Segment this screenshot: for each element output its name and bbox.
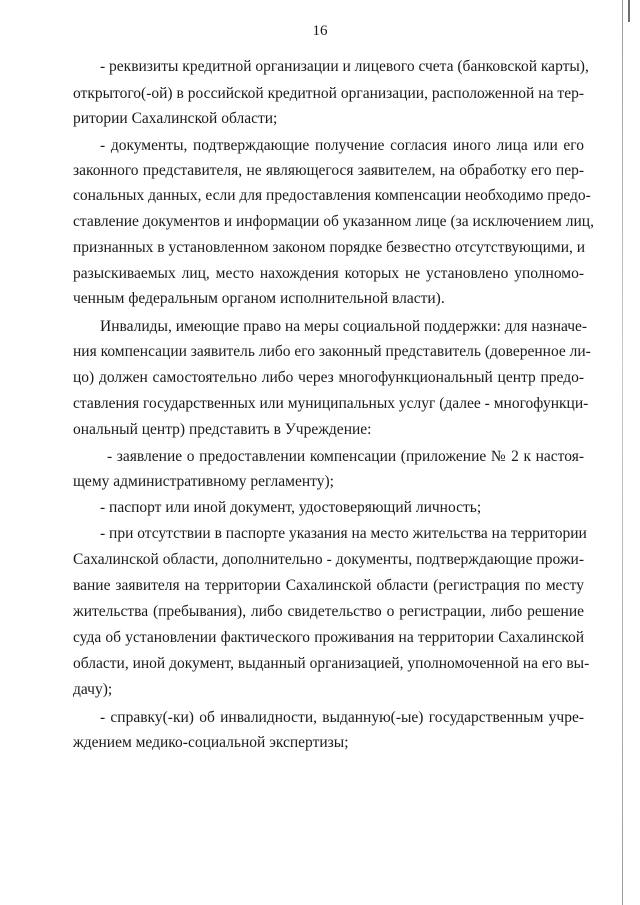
- text-line: жительства (пребывания), либо свидетельство о регистрации, либо решение: [73, 603, 584, 620]
- text-line: ния компенсации заявитель либо его законный представитель (доверенное ли-: [73, 343, 591, 360]
- text-line: ставления государственных или муниципальных услуг (далее - многофункци-: [73, 395, 589, 412]
- text-line: ченным федеральным органом исполнительной власти).: [73, 290, 445, 307]
- text-line: Инвалиды, имеющие право на меры социальной поддержки: для назначе-: [100, 318, 588, 335]
- text-line: признанных в установленном законом порядке безвестно отсутствующими, и: [73, 239, 586, 256]
- text-line: - заявление о предоставлении компенсации (приложение № 2 к настоя-: [107, 448, 584, 465]
- text-line: разыскиваемых лиц, место нахождения которых не установлено уполномо-: [73, 265, 584, 282]
- text-line: области, иной документ, выданный организацией, уполномоченной на его вы-: [73, 655, 590, 672]
- text-line: цо) должен самостоятельно либо через многофункциональный центр предо-: [73, 369, 584, 386]
- scan-edge-mark: [628, 0, 630, 22]
- text-line: законного представителя, не являющегося заявителем, на обработку его пер-: [73, 162, 584, 179]
- scan-margin-line: [622, 0, 623, 905]
- text-line: сональных данных, если для предоставления компенсации необходимо предо-: [73, 187, 591, 204]
- text-line: ональный центр) представить в Учреждение:: [73, 421, 372, 438]
- text-line: - паспорт или иной документ, удостоверяющий личность;: [100, 499, 482, 516]
- text-line: ставление документов и информации об указанном лице (за исключением лиц,: [73, 213, 594, 230]
- text-line: Сахалинской области, дополнительно - документы, подтверждающие прожи-: [73, 551, 584, 568]
- text-line: - документы, подтверждающие получение согласия иного лица или его: [100, 137, 584, 154]
- text-line: щему административному регламенту);: [73, 473, 334, 490]
- text-line: открытого(-ой) в российской кредитной организации, расположенной на тер-: [73, 85, 584, 102]
- text-line: ждением медико-социальной экспертизы;: [73, 734, 349, 751]
- text-line: дачу);: [73, 681, 113, 698]
- text-line: суда об установлении фактического проживания на территории Сахалинской: [73, 629, 584, 646]
- text-line: - при отсутствии в паспорте указания на место жительства на территории: [100, 525, 587, 542]
- page-number: 16: [312, 23, 328, 39]
- text-line: - реквизиты кредитной организации и лицевого счета (банковской карты),: [100, 58, 589, 75]
- text-line: вание заявителя на территории Сахалинской области (регистрация по месту: [73, 577, 584, 594]
- text-line: - справку(-ки) об инвалидности, выданную(-ые) государственным учре-: [100, 709, 584, 726]
- text-line: ритории Сахалинской области;: [73, 110, 278, 127]
